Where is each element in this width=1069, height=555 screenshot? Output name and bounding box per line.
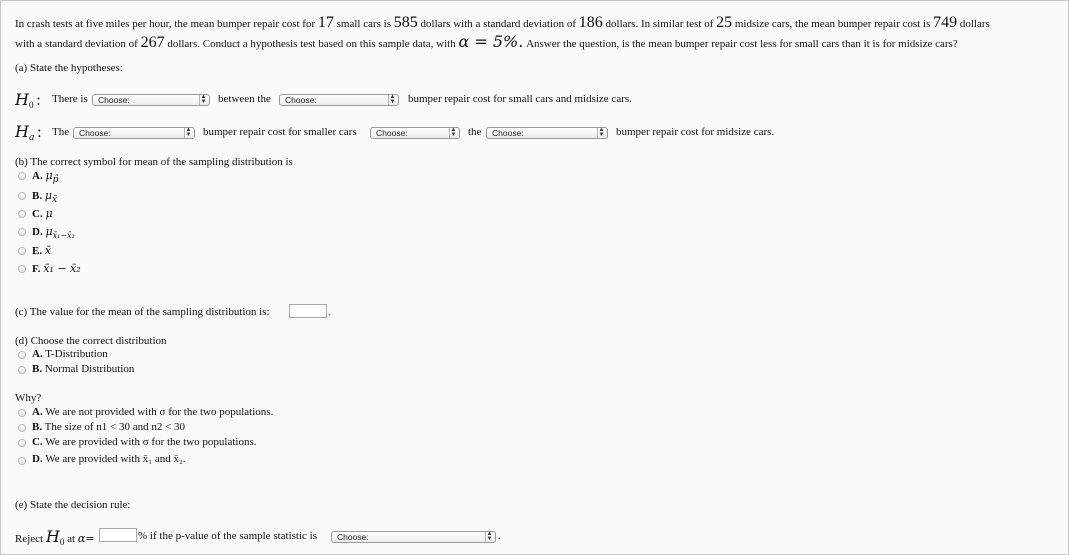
option-why-d: D. We are provided with x̄₁ and x̄₂. [32,453,186,465]
radio-why-c[interactable] [18,439,26,447]
option-b-e: E. x̄ [32,244,52,257]
h0-select-1[interactable]: Choose: ▲ ▼ [92,94,210,106]
option-d-b: B. Normal Distribution [32,363,135,375]
h0-label: $H_0$ : [15,90,41,111]
radio-d-a[interactable] [18,351,26,359]
select-arrows-icon: ▲ ▼ [389,94,396,105]
ha-label: $H_a$ : [15,122,42,144]
radio-b-a[interactable] [18,172,26,180]
ha-select-2[interactable]: Choose: ▲ ▼ [370,127,460,139]
radio-b-e[interactable] [18,247,26,255]
radio-why-b[interactable] [18,424,26,432]
question-line-1: In crash tests at five miles per hour, the mean bumper repair cost for 17 small cars is 585 dollars with a standard deviation of 186 dollars. In similar test of 25 midsize cars, the mean bumper repair cost is 749 dollars [15,14,990,31]
why-label: Why? [15,392,42,404]
sd1-value: 186 [578,14,603,31]
radio-d-b[interactable] [18,366,26,374]
select-arrows-icon: ▲ ▼ [200,94,207,105]
decision-select[interactable]: Choose: ▲ ▼ [331,531,496,543]
part-c-end: . [328,306,331,318]
ha-text-3: the [468,126,482,138]
option-b-d: D. $\mu_{x̄_1-x̄_2}$ [32,225,75,241]
n1-value: 17 [317,14,334,31]
ha-text-2: bumper repair cost for smaller cars [203,126,357,138]
select-arrows-icon: ▲ ▼ [450,127,457,138]
mean1-value: 585 [393,14,418,31]
radio-b-f[interactable] [18,265,26,273]
option-d-a: A. T-Distribution [32,348,108,360]
ha-text-4: bumper repair cost for midsize cars. [616,126,775,138]
option-b-b: B. $\mu_{x̄}$ [32,189,58,206]
select-arrows-icon: ▲ ▼ [598,127,605,138]
h0-text-1: There is [52,93,88,105]
part-c-title: (c) The value for the mean of the sampling distribution is: [15,306,270,318]
select-arrows-icon: ▲ ▼ [486,531,493,542]
part-b-title: (b) The correct symbol for mean of the sampling distribution is [15,156,293,168]
ha-text-1: The [52,126,70,138]
select-arrows-icon: ▲ ▼ [185,127,192,138]
mean2-value: 749 [933,14,958,31]
part-a-title: (a) State the hypotheses: [15,62,123,74]
part-e-title: (e) State the decision rule: [15,499,131,511]
radio-b-d[interactable] [18,228,26,236]
option-why-a: A. We are not provided with σ for the two populations. [32,406,274,418]
question-line-2: with a standard deviation of 267 dollars. Conduct a hypothesis test based on this sample data, with α = 5%. Answer the question, is the mean bumper repair cost less for small cars than it is for midsize cars? [15,32,958,51]
option-why-c: C. We are provided with σ for the two populations. [32,436,257,448]
sd2-value: 267 [140,34,165,51]
part-e-end: . [498,530,501,542]
radio-why-a[interactable] [18,409,26,417]
decision-rule-line: Reject $H_0$ at α= [15,527,95,548]
part-d-title: (d) Choose the correct distribution [15,335,167,347]
radio-b-b[interactable] [18,192,26,200]
h0-text-3: bumper repair cost for small cars and midsize cars. [408,93,632,105]
alpha-input[interactable] [99,528,137,542]
ha-select-3[interactable]: Choose: ▲ ▼ [486,127,608,139]
radio-b-c[interactable] [18,210,26,218]
alpha-value: α = 5%. [458,32,524,51]
h0-text-2: between the [218,93,271,105]
mean-value-input[interactable] [289,304,327,318]
h0-select-2[interactable]: Choose: ▲ ▼ [279,94,399,106]
radio-why-d[interactable] [18,457,26,465]
option-b-f: F. x̄₁ − x̄₂ [32,262,81,275]
ha-select-1[interactable]: Choose: ▲ ▼ [73,127,195,139]
option-why-b: B. The size of n1 < 30 and n2 < 30 [32,421,186,433]
n2-value: 25 [716,14,733,31]
option-b-c: C. μ [32,207,53,220]
decision-rule-text: % if the p-value of the sample statistic is [138,530,318,542]
option-b-a: A. $\mu_{p̂}$ [32,169,59,186]
